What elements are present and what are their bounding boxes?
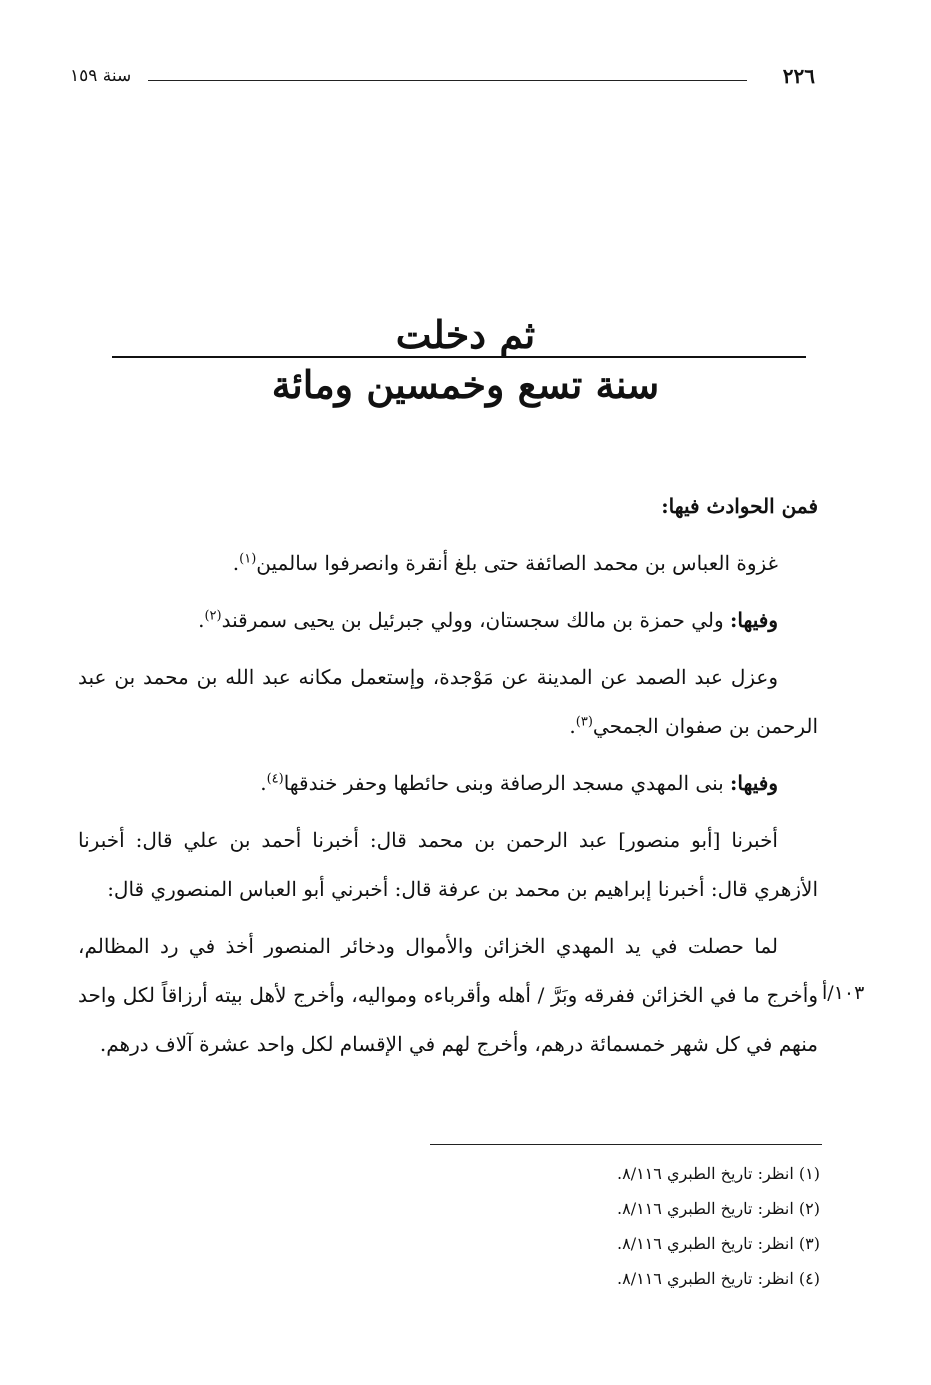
paragraph-text: ولي حمزة بن مالك سجستان، وولي جبرئيل بن يحيى سمرقند	[221, 608, 731, 632]
paragraph-lead: وفيها:	[730, 771, 778, 795]
running-title: سنة ١٥٩	[70, 66, 132, 86]
paragraph-4	[78, 759, 818, 808]
paragraph-lead: وفيها:	[730, 608, 778, 632]
paragraph-2	[78, 596, 818, 645]
title-rule	[112, 356, 806, 358]
footnote: (١) انظر: تاريخ الطبري ٨/١١٦.	[617, 1164, 820, 1183]
footnote-ref: (٢)	[204, 608, 222, 624]
footnote: (٤) انظر: تاريخ الطبري ٨/١١٦.	[617, 1269, 820, 1288]
paragraph-text: بنى المهدي مسجد الرصافة وبنى حائطها وحفر خندقها	[283, 771, 731, 795]
main-text	[78, 482, 818, 1077]
page-number: ٢٢٦	[782, 64, 815, 88]
footnotes	[400, 1156, 820, 1296]
footnote: (٣) انظر: تاريخ الطبري ٨/١١٦.	[617, 1234, 820, 1253]
running-header	[70, 64, 815, 94]
paragraph-end: .	[569, 714, 576, 738]
paragraph-text: وعزل عبد الصمد عن المدينة عن مَوْجدة، وإستعمل مكانه عبد الله بن محمد بن عبد الرحمن بن صفوان الجمحي	[78, 665, 818, 738]
paragraph-end: .	[260, 771, 267, 795]
footnote-rule	[430, 1144, 822, 1145]
footnote-ref: (٤)	[266, 771, 284, 787]
paragraph-end: .	[232, 551, 240, 575]
footnote-ref: (١)	[239, 551, 257, 567]
footnote: (٢) انظر: تاريخ الطبري ٨/١١٦.	[617, 1199, 820, 1218]
paragraph-3	[78, 653, 818, 751]
footnote-ref: (٣)	[575, 714, 593, 730]
manuscript-folio-note: ١٠٣/أ	[822, 982, 865, 1004]
paragraph-isnad: أخبرنا [أبو منصور] عبد الرحمن بن محمد قال: أخبرنا أحمد بن علي قال: أخبرنا الأزهري قال: أخبرنا إبراهيم بن محمد بن عرفة قال: أخبرني أبو العباس المنصوري قال:	[78, 828, 818, 901]
chapter-title-line2: سنة تسع وخمسين ومائة	[271, 362, 660, 407]
header-rule	[148, 80, 747, 81]
paragraph-end: .	[198, 608, 205, 632]
paragraph-1	[78, 539, 818, 588]
paragraph-narration: لما حصلت في يد المهدي الخزائن والأموال ودخائر المنصور أخذ في رد المظالم، وأخرج ما في الخزائن ففرقه وبَرَّ / أهله وأقرباءه ومواليه، وأخرج لأهل بيته أرزاقاً لكل واحد منهم في كل شهر خمسمائة درهم، وأخرج لهم في الإقسام لكل واحد عشرة آلاف درهم.	[78, 934, 818, 1056]
paragraph-events-intro: فمن الحوادث فيها:	[661, 494, 818, 518]
chapter-title-line1: ثم دخلت	[395, 312, 536, 357]
paragraph-text: غزوة العباس بن محمد الصائفة حتى بلغ أنقرة وانصرفوا سالمين	[256, 551, 778, 575]
